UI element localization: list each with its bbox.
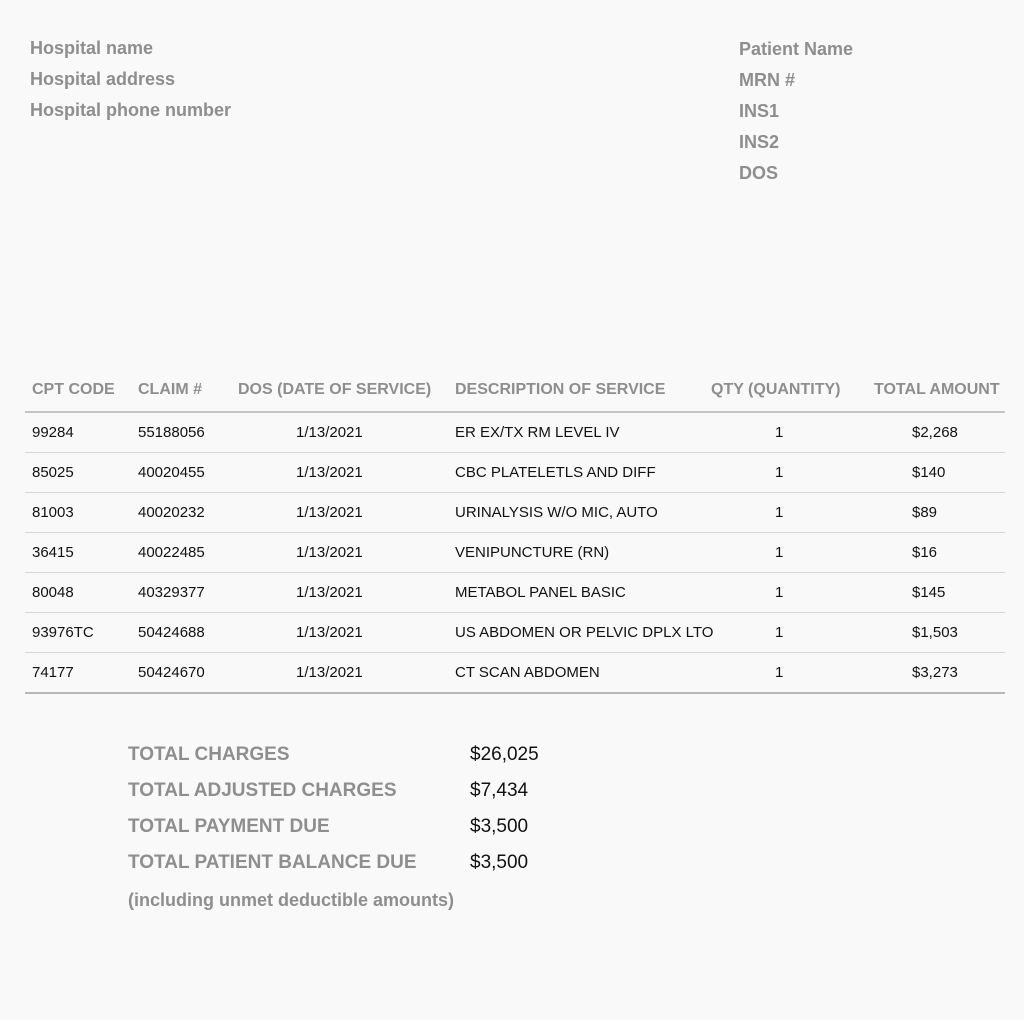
total-amount-cell: $2,268 <box>912 424 958 441</box>
quantity-cell: 1 <box>775 584 784 601</box>
table-row <box>25 573 1005 613</box>
description-cell: METABOL PANEL BASIC <box>455 584 626 601</box>
description-cell: CT SCAN ABDOMEN <box>455 664 600 681</box>
deductible-note: (including unmet deductible amounts) <box>128 890 454 910</box>
header-claim: CLAIM # <box>138 381 202 398</box>
charges-table <box>25 370 1005 694</box>
claim-number-cell: 55188056 <box>138 424 205 441</box>
total-value: $7,434 <box>470 780 529 801</box>
patient-info <box>739 37 853 192</box>
table-row <box>25 413 1005 453</box>
table-row <box>25 613 1005 653</box>
total-amount-cell: $16 <box>912 544 938 561</box>
patient-ins2: INS2 <box>739 132 780 152</box>
cpt-code-cell: 36415 <box>32 544 74 561</box>
table-header <box>25 370 1005 413</box>
claim-number-cell: 40022485 <box>138 544 205 561</box>
totals-section <box>128 744 628 888</box>
header-description: DESCRIPTION OF SERVICE <box>455 381 666 398</box>
date-of-service-cell: 1/13/2021 <box>296 664 363 681</box>
cpt-code-cell: 99284 <box>32 424 74 441</box>
total-row <box>128 816 628 852</box>
table-row <box>25 533 1005 573</box>
date-of-service-cell: 1/13/2021 <box>296 424 363 441</box>
table-row <box>25 453 1005 493</box>
quantity-cell: 1 <box>775 664 784 681</box>
patient-name: Patient Name <box>739 39 854 59</box>
claim-number-cell: 40329377 <box>138 584 205 601</box>
quantity-cell: 1 <box>775 624 784 641</box>
table-row <box>25 653 1005 694</box>
claim-number-cell: 50424688 <box>138 624 205 641</box>
description-cell: VENIPUNCTURE (RN) <box>455 544 610 561</box>
patient-dos: DOS <box>739 163 779 183</box>
date-of-service-cell: 1/13/2021 <box>296 584 363 601</box>
description-cell: US ABDOMEN OR PELVIC DPLX LTO <box>455 624 714 641</box>
date-of-service-cell: 1/13/2021 <box>296 504 363 521</box>
patient-mrn: MRN # <box>739 70 796 90</box>
table-body <box>25 413 1005 694</box>
quantity-cell: 1 <box>775 464 784 481</box>
hospital-address: Hospital address <box>30 69 176 89</box>
total-value: $26,025 <box>470 744 539 765</box>
date-of-service-cell: 1/13/2021 <box>296 464 363 481</box>
header-total-amount: TOTAL AMOUNT <box>874 381 1000 398</box>
header-qty: QTY (QUANTITY) <box>711 381 841 398</box>
description-cell: ER EX/TX RM LEVEL IV <box>455 424 620 441</box>
quantity-cell: 1 <box>775 424 784 441</box>
total-amount-cell: $145 <box>912 584 946 601</box>
cpt-code-cell: 80048 <box>32 584 74 601</box>
date-of-service-cell: 1/13/2021 <box>296 624 363 641</box>
hospital-name: Hospital name <box>30 38 154 58</box>
total-row <box>128 852 628 888</box>
cpt-code-cell: 85025 <box>32 464 74 481</box>
hospital-info <box>30 36 231 129</box>
cpt-code-cell: 74177 <box>32 664 74 681</box>
total-amount-cell: $1,503 <box>912 624 958 641</box>
total-label: TOTAL ADJUSTED CHARGES <box>128 780 397 801</box>
table-row <box>25 493 1005 533</box>
header-cpt-code: CPT CODE <box>32 381 115 398</box>
total-label: TOTAL PATIENT BALANCE DUE <box>128 852 417 873</box>
claim-number-cell: 40020455 <box>138 464 205 481</box>
description-cell: URINALYSIS W/O MIC, AUTO <box>455 504 658 521</box>
total-value: $3,500 <box>470 816 529 837</box>
total-value: $3,500 <box>470 852 529 873</box>
quantity-cell: 1 <box>775 504 784 521</box>
claim-number-cell: 50424670 <box>138 664 205 681</box>
total-label: TOTAL PAYMENT DUE <box>128 816 330 837</box>
total-amount-cell: $3,273 <box>912 664 958 681</box>
total-amount-cell: $140 <box>912 464 946 481</box>
quantity-cell: 1 <box>775 544 784 561</box>
cpt-code-cell: 93976TC <box>32 624 94 641</box>
description-cell: CBC PLATELETLS AND DIFF <box>455 464 656 481</box>
cpt-code-cell: 81003 <box>32 504 74 521</box>
total-label: TOTAL CHARGES <box>128 744 290 765</box>
total-row <box>128 744 628 780</box>
hospital-phone: Hospital phone number <box>30 100 232 120</box>
header-dos: DOS (DATE OF SERVICE) <box>238 381 432 398</box>
claim-number-cell: 40020232 <box>138 504 205 521</box>
total-row <box>128 780 628 816</box>
total-amount-cell: $89 <box>912 504 938 521</box>
date-of-service-cell: 1/13/2021 <box>296 544 363 561</box>
patient-ins1: INS1 <box>739 101 780 121</box>
